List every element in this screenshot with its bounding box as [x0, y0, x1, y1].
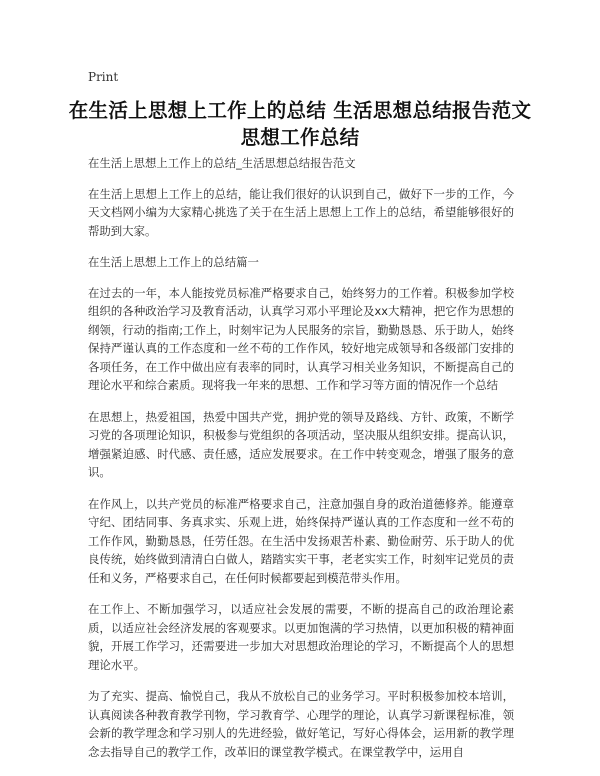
- body-paragraph-2: 在思想上，热爱祖国，热爱中国共产党，拥护党的领导及路线、方针、政策，不断学习党的各项理论知识，积极参与党组织的各项活动，坚决服从组织安排。提高认识，增强紧迫感、时代感、责任感，适应发展要求。在工作中转变观念，增强了服务的意识。: [88, 409, 514, 479]
- body-paragraph-4: 在工作上、不断加强学习，以适应社会发展的需要，不断的提高自己的政治理论素质，以适应社会经济发展的客观要求。以更加饱满的学习热情，以更加积极的精神面貌，开展工作学习，还需要进一步加大对思想政治理论的学习，不断提高个人的思想理论水平。: [88, 602, 514, 672]
- intro-paragraph: 在生活上思想上工作上的总结，能让我们很好的认识到自己，做好下一步的工作，今天文档网小编为大家精心挑选了关于在生活上思想上工作上的总结，希望能够很好的帮助到大家。: [88, 186, 514, 238]
- page-title: 在生活上思想上工作上的总结 生活思想总结报告范文思想工作总结: [68, 99, 532, 149]
- section-heading: 在生活上思想上工作上的总结篇一: [88, 255, 259, 269]
- body-paragraph-3: 在作风上，以共产党员的标准严格要求自己，注意加强自身的政治道德修养。能遵章守纪、团结同事、务真求实、乐观上进，始终保持严谨认真的工作态度和一丝不苟的工作作风，勤勤恳恳，任劳任怨。在生活中发扬艰苦朴素、勤俭耐劳、乐于助人的优良传统，始终做到清清白白做人，踏踏实实干事，老老实实工作，时刻牢记党员的责任和义务，严格要求自己，在任何时候都要起到模范带头作用。: [88, 496, 514, 585]
- subtitle: 在生活上思想上工作上的总结_生活思想总结报告范文: [88, 156, 356, 170]
- body-paragraph-1: 在过去的一年，本人能按党员标准严格要求自己，始终努力的工作着。积极参加学校组织的各种政治学习及教育活动，认真学习邓小平理论及xx大精神，把它作为思想的纲领，行动的指南;工作上，时刻牢记为人民服务的宗旨，勤勤恳恳、乐于助人，始终保持严谨认真的工作态度和一丝不苟的工作作风，较好地完成领导和各级部门安排的各项任务，在工作中做出应有表率的同时，认真学习相关业务知识，不断提高自己的理论水平和综合素质。现将我一年来的思想、工作和学习等方面的情况作一个总结: [88, 285, 514, 392]
- article-body: [88, 154, 514, 774]
- print-label: Print: [88, 70, 119, 84]
- body-paragraph-5: 为了充实、提高、愉悦自己，我从不放松自己的业务学习。平时积极参加校本培训，认真阅读各种教育教学刊物，学习教育学、心理学的理论，认真学习新课程标准，领会新的教学理念和学习别人的先进经验，做好笔记，写好心得体会，运用新的教学理念去指导自己的教学工作，改革旧的课堂教学模式。在课堂教学中，运用自: [88, 689, 514, 759]
